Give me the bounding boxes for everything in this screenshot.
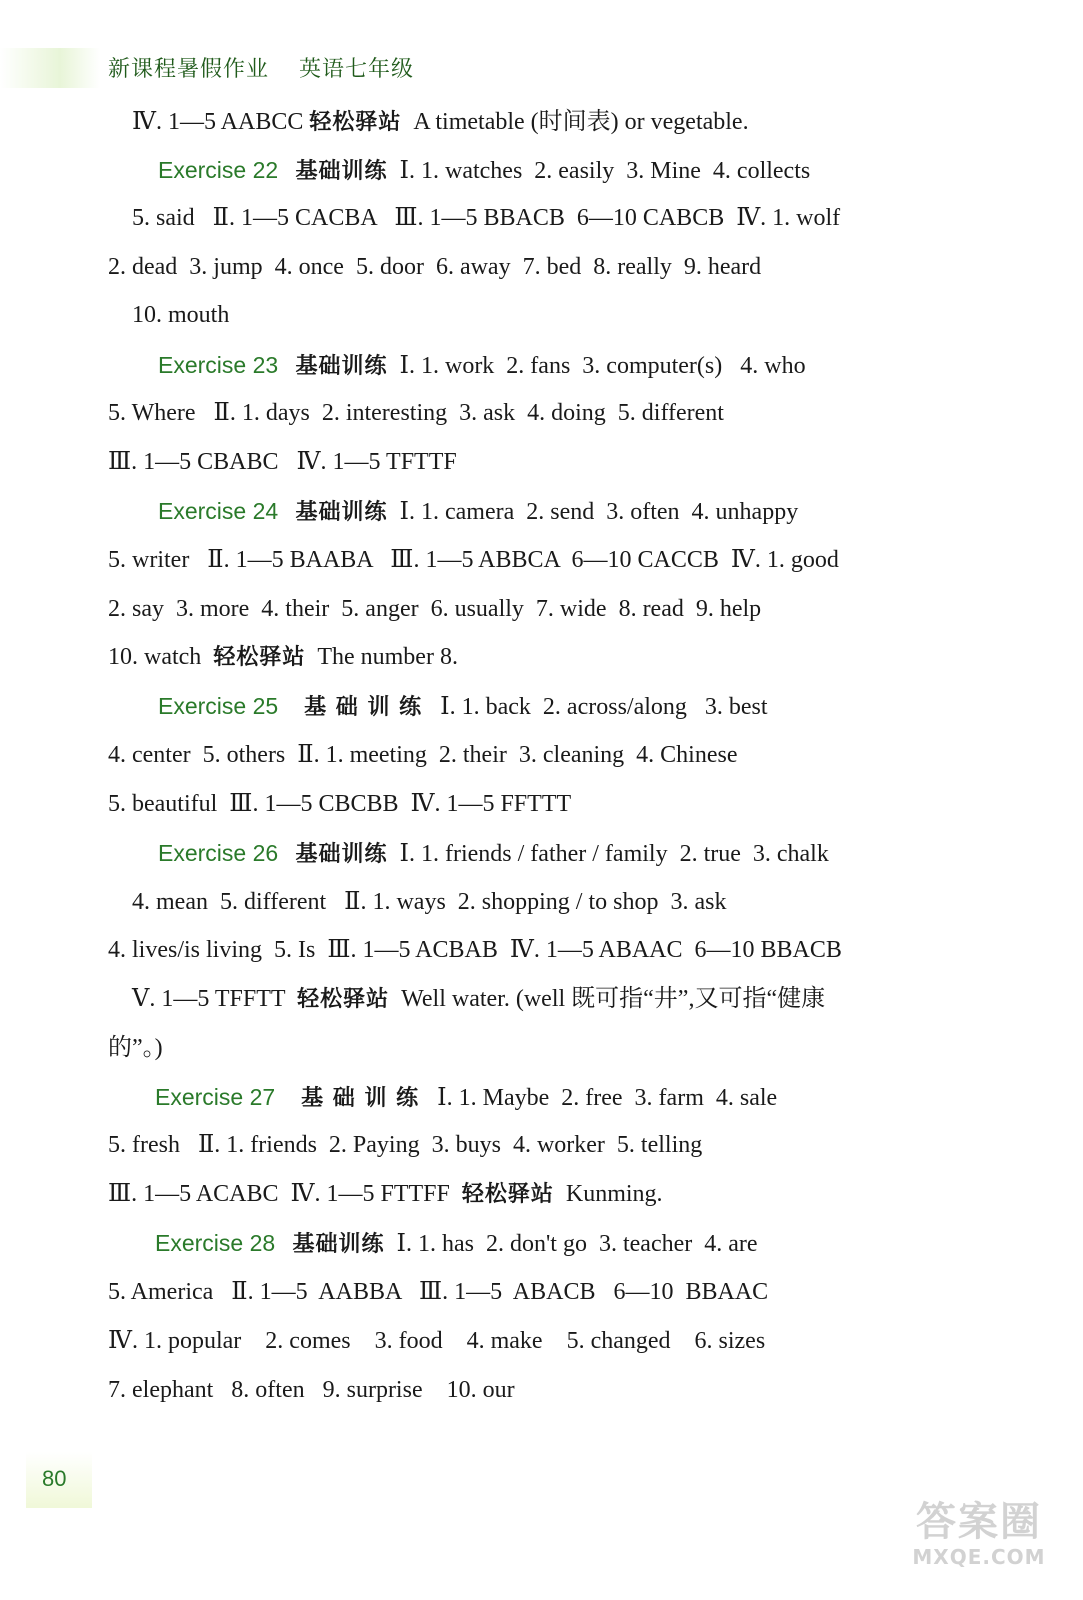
- answer-line: [158, 491, 798, 531]
- section-heading: 基础训练: [278, 354, 388, 379]
- answer-line: [108, 784, 571, 824]
- answer-line: [158, 150, 810, 190]
- section-heading: 轻松驿站: [461, 1182, 554, 1207]
- section-heading: 轻松驿站: [213, 645, 306, 670]
- answer-text: 5. writer Ⅱ. 1—5 BAABA Ⅲ. 1—5 ABBCA 6—10 CACCB Ⅳ. 1. good: [108, 547, 839, 573]
- exercise-label: Exercise 22: [158, 157, 279, 183]
- section-heading: 轻松驿站: [297, 987, 390, 1012]
- answer-text: 4. center 5. others Ⅱ. 1. meeting 2. their 3. cleaning 4. Chinese: [108, 742, 738, 768]
- answer-text: Ⅲ. 1—5 CBABC Ⅳ. 1—5 TFTTF: [108, 449, 457, 475]
- answer-line: [155, 1077, 777, 1117]
- answer-text: Ⅰ. 1. Maybe 2. free 3. farm 4. sale: [419, 1085, 778, 1111]
- section-heading: 轻松驿站: [309, 110, 402, 135]
- exercise-label: Exercise 24: [158, 498, 279, 524]
- answer-text: Ⅰ. 1. has 2. don't go 3. teacher 4. are: [384, 1231, 758, 1257]
- answer-text: Ⅴ. 1—5 TFFTT: [132, 986, 298, 1012]
- answer-text: 2. say 3. more 4. their 5. anger 6. usually 7. wide 8. read 9. help: [108, 596, 762, 622]
- answer-text: 10. mouth: [132, 302, 230, 328]
- answer-text: 4. mean 5. different Ⅱ. 1. ways 2. shopping / to shop 3. ask: [132, 889, 727, 915]
- answer-line: [108, 930, 842, 970]
- answer-text: Ⅰ. 1. friends / father / family 2. true 3. chalk: [387, 841, 829, 867]
- site-watermark: [909, 1500, 1049, 1570]
- answer-text: Ⅳ. 1. popular 2. comes 3. food 4. make 5. changed 6. sizes: [108, 1328, 766, 1354]
- answer-text: Ⅰ. 1. camera 2. send 3. often 4. unhappy: [387, 499, 799, 525]
- answer-text: 5. said Ⅱ. 1—5 CACBA Ⅲ. 1—5 BBACB 6—10 CABCB Ⅳ. 1. wolf: [132, 205, 841, 231]
- answer-line: [132, 198, 840, 238]
- answer-line: [108, 540, 839, 580]
- answer-line: [132, 882, 726, 922]
- answer-line: [158, 345, 806, 385]
- answer-text: The number 8.: [305, 644, 458, 670]
- answer-line: [108, 1174, 663, 1214]
- section-heading: 基 础 训 练: [278, 695, 423, 720]
- section-heading: 基础训练: [275, 1232, 385, 1257]
- section-heading: 基 础 训 练: [275, 1086, 420, 1111]
- answer-text: A timetable (时间表) or vegetable.: [401, 109, 749, 135]
- answer-text: Ⅰ. 1. watches 2. easily 3. Mine 4. collects: [387, 158, 811, 184]
- exercise-label: Exercise 25: [158, 693, 279, 719]
- answer-line: [108, 637, 458, 677]
- answer-text: 4. lives/is living 5. Is Ⅲ. 1—5 ACBAB Ⅳ. 1—5 ABAAC 6—10 BBACB: [108, 937, 842, 963]
- section-heading: 基础训练: [278, 500, 388, 525]
- exercise-label: Exercise 28: [155, 1230, 276, 1256]
- answer-line: [108, 1125, 702, 1165]
- answer-line: [158, 686, 768, 726]
- answer-text: Kunming.: [553, 1181, 663, 1207]
- answer-text: 2. dead 3. jump 4. once 5. door 6. away 7. bed 8. really 9. heard: [108, 254, 762, 280]
- answer-text: 5. fresh Ⅱ. 1. friends 2. Paying 3. buys 4. worker 5. telling: [108, 1132, 703, 1158]
- answer-text: 的”。): [108, 1035, 163, 1061]
- answer-line: [108, 589, 761, 629]
- answer-text: Ⅰ. 1. back 2. across/along 3. best: [422, 694, 768, 720]
- answer-line: [108, 735, 737, 775]
- watermark-url: MXQE.COM: [912, 1545, 1046, 1569]
- header-accent-bar: [0, 48, 100, 88]
- answer-text: 5. Where Ⅱ. 1. days 2. interesting 3. ask 4. doing 5. different: [108, 400, 724, 426]
- answer-line: [108, 393, 724, 433]
- answer-line: [108, 1321, 765, 1361]
- section-heading: 基础训练: [278, 159, 388, 184]
- answer-line: [108, 1370, 515, 1410]
- answer-text: 5. America Ⅱ. 1—5 AABBA Ⅲ. 1—5 ABACB 6—10 BBAAC: [108, 1279, 769, 1305]
- watermark-logo-text: 答案圈: [916, 1499, 1042, 1545]
- answer-line: [132, 979, 825, 1019]
- answer-text: 5. beautiful Ⅲ. 1—5 CBCBB Ⅳ. 1—5 FFTTT: [108, 791, 572, 817]
- answer-line: [155, 1223, 758, 1263]
- page-number: 80: [42, 1466, 67, 1491]
- subject-title: 英语七年级: [299, 57, 415, 82]
- section-heading: 基础训练: [278, 842, 388, 867]
- answer-line: [108, 1272, 768, 1312]
- running-header: [108, 52, 414, 83]
- answer-line: [108, 1028, 163, 1068]
- answer-text: Ⅲ. 1—5 ACABC Ⅳ. 1—5 FTTFF: [108, 1181, 462, 1207]
- answer-text: Well water. (well 既可指“井”,又可指“健康: [389, 986, 826, 1012]
- answer-text: Ⅰ. 1. work 2. fans 3. computer(s) 4. who: [387, 353, 806, 379]
- exercise-label: Exercise 27: [155, 1084, 276, 1110]
- answer-line: [132, 102, 749, 142]
- book-title: 新课程暑假作业: [108, 57, 270, 82]
- answer-line: [132, 295, 229, 335]
- answer-text: 7. elephant 8. often 9. surprise 10. our: [108, 1377, 515, 1403]
- exercise-label: Exercise 26: [158, 840, 279, 866]
- answer-text: 10. watch: [108, 644, 214, 670]
- answer-line: [158, 833, 829, 873]
- answer-line: [108, 247, 761, 287]
- answer-line: [108, 442, 457, 482]
- answer-text: Ⅳ. 1—5 AABCC: [132, 109, 310, 135]
- exercise-label: Exercise 23: [158, 352, 279, 378]
